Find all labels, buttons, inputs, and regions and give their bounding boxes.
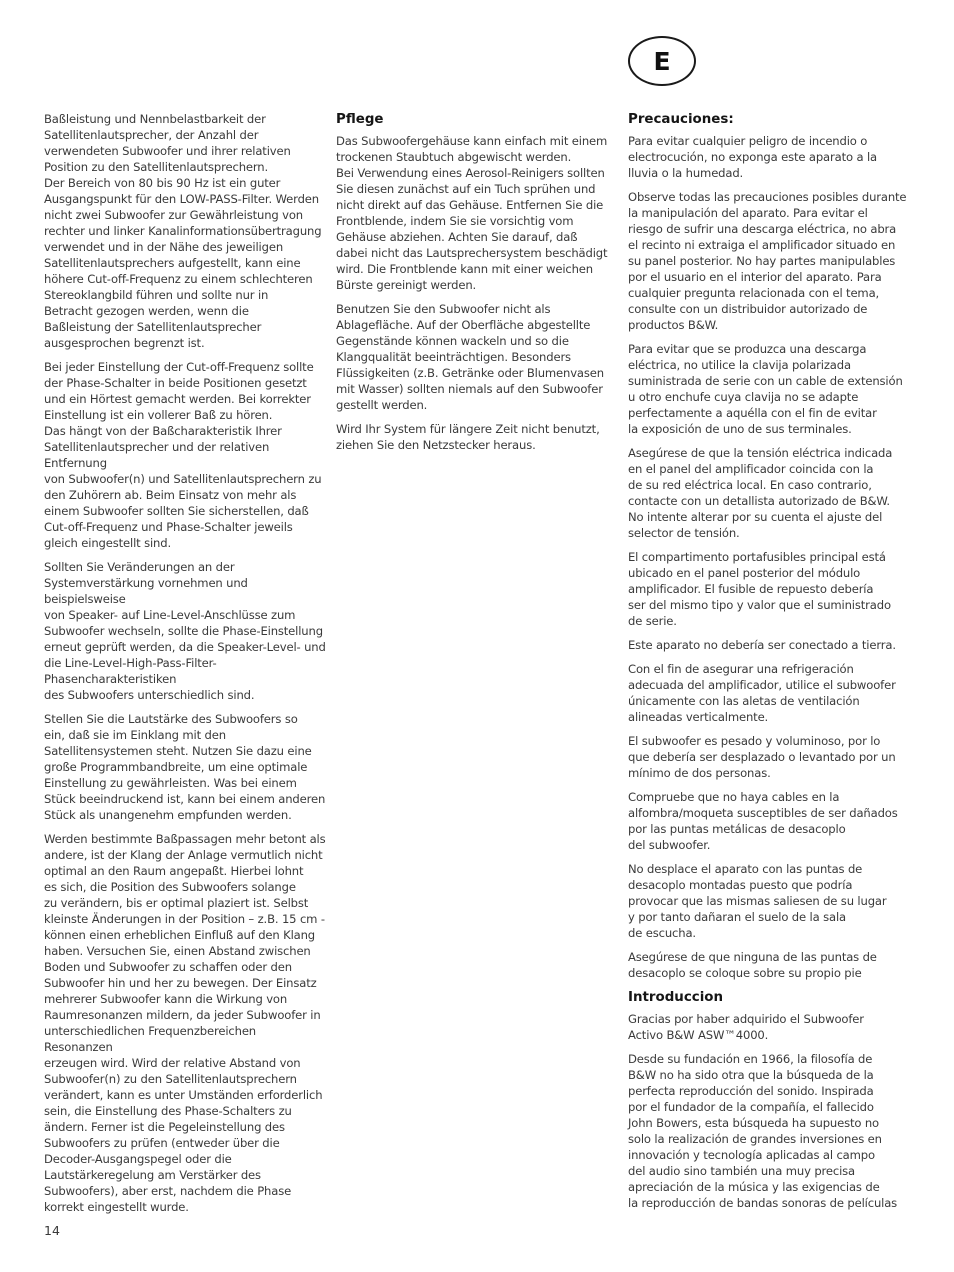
column-german-setup [44,111,326,1223]
language-badge [628,36,696,86]
section-heading-precauciones: Precauciones: [628,112,734,127]
paragraph: Wird Ihr System für längere Zeit nicht benutzt, ziehen Sie den Netzstecker heraus. [336,422,600,452]
paragraph: Sollten Sie Veränderungen an der Systemverstärkung vornehmen und beispielsweise von Speaker- auf Line-Level-Anschlüsse zum Subwoofer wechseln, sollte die Phase-Einstellung erneut geprüft werden, da die Speaker-Level- und die Line-Level-High-Pass-Filter-Phasencharakteristiken des Subwoofers unterschiedlich sind. [44,560,326,702]
paragraph: Bei jeder Einstellung der Cut-off-Frequenz sollte der Phase-Schalter in beide Positionen gesetzt und ein Hörtest gemacht werden. Bei korrekter Einstellung ist ein vollerer Baß zu hören. Das hängt von der Baßcharakteristik Ihrer Satellitenlautsprecher und der relativen Entfernung von Subwoofer(n) und Satellitenlautsprechern zu den Zuhörern ab. Beim Einsatz von mehr als einem Subwoofer sollten Sie sicherstellen, daß Cut-off-Frequenz und Phase-Schalter jeweils gleich eingestellt sind. [44,360,322,550]
paragraph: Stellen Sie die Lautstärke des Subwoofers so ein, daß sie im Einklang mit den Satellitensystemen steht. Nutzen Sie dazu eine große Programmbandbreite, um eine optimale Einstellung zu gewährleisten. Was bei einem Stück beeindruckend ist, kann bei einem anderen Stück als unangenehm empfunden werden. [44,712,326,822]
paragraph: El compartimento portafusibles principal está ubicado en el panel posterior del módulo amplificador. El fusible de repuesto debería ser del mismo tipo y valor que el suministrado de serie. [628,550,891,628]
paragraph: Asegúrese de que ninguna de las puntas de desacoplo se coloque sobre su propio pie [628,950,877,980]
paragraph: Werden bestimmte Baßpassagen mehr betont als andere, ist der Klang der Anlage vermutlich nicht optimal an den Raum angepaßt. Hierbei lohnt es sich, die Position des Subwoofers solange zu verändern, bis er optimal plaziert ist. Selbst kleinste Änderungen in der Position – z.B. 15 cm - können einen erheblichen Einfluß auf den Klang haben. Versuchen Sie, einen Abstand zwischen Boden und Subwoofer zu schaffen oder den Subwoofer hin und her zu bewegen. Der Einsatz mehrerer Subwoofer kann die Wirkung von Raumresonanzen mildern, da jeder Subwoofer in unterschiedlichen Frequenzbereichen Resonanzen erzeugen wird. Wird der relative Abstand von Subwoofer(n) zu den Satellitenlautsprechern verändert, kann es unter Umständen erforderlich sein, die Einstellung des Phase-Schalters zu ändern. Ferner ist die Pegeleinstellung des Subwoofers zu prüfen (entweder über die Decoder-Ausgangspegel oder die Lautstärkeregelung am Verstärker des Subwoofers), aber erst, nachdem die Phase korrekt eingestellt wurde. [44,832,326,1214]
paragraph: Gracias por haber adquirido el Subwoofer Activo B&W ASW™4000. [628,1012,864,1042]
paragraph: Observe todas las precauciones posibles durante la manipulación del aparato. Para evitar el riesgo de sufrir una descarga eléctrica, no abra el recinto ni extraiga el amplificador situado en su panel posterior. No hay partes manipulables por el usuario en el interior del aparato. Para cualquier pregunta relacionada con el tema, consulte con un distribuidor autorizado de productos B&W. [628,190,907,332]
language-badge-letter: E [653,46,671,76]
paragraph: Para evitar cualquier peligro de incendio o electrocución, no exponga este aparato a la lluvia o la humedad. [628,134,877,180]
paragraph: Baßleistung und Nennbelastbarkeit der Satellitenlautsprecher, der Anzahl der verwendeten Subwoofer und ihrer relativen Position zu den Satellitenlautsprechern. Der Bereich von 80 bis 90 Hz ist ein guter Ausgangspunkt für den LOW-PASS-Filter. Werden nicht zwei Subwoofer zur Gewährleistung von rechter und linker Kanalinformationsübertragung verwendet und in der Nähe des jeweiligen Satellitenlautsprechers aufgestellt, kann eine höhere Cut-off-Frequenz zu einem schlechteren Stereoklangbild führen und sollte nur in Betracht gezogen werden, wenn die Baßleistung der Satellitenlautsprecher ausgesprochen begrenzt ist. [44,112,322,350]
page-number: 14 [44,1223,60,1238]
paragraph: Benutzen Sie den Subwoofer nicht als Ablagefläche. Auf der Oberfläche abgestellte Gegenstände können wackeln und so die Klangqualität beeinträchtigen. Besonders Flüssigkeiten (z.B. Getränke oder Blumenvasen mit Wasser) sollten niemals auf den Subwoofer gestellt werden. [336,302,604,412]
paragraph: Con el fin de asegurar una refrigeración adecuada del amplificador, utilice el subwoofer únicamente con las aletas de ventilación alineadas verticalmente. [628,662,896,724]
paragraph: Desde su fundación en 1966, la filosofía de B&W no ha sido otra que la búsqueda de la perfecta reproducción del sonido. Inspirada por el fundador de la compañía, el fallecido John Bowers, esta búsqueda ha supuesto no solo la realización de grandes inversiones en innovación y tecnología aplicadas al campo del audio sino también una muy precisa apreciación de la música y las exigencias de la reproducción de bandas sonoras de películas [628,1052,898,1210]
paragraph: Das Subwoofergehäuse kann einfach mit einem trockenen Staubtuch abgewischt werden. Bei Verwendung eines Aerosol-Reinigers sollten Sie diesen zunächst auf ein Tuch sprühen und nicht direkt auf das Gehäuse. Entfernen Sie die Frontblende, indem Sie sie vorsichtig vom Gehäuse abziehen. Achten Sie darauf, daß dabei nicht das Lautsprechersystem beschädigt wird. Die Frontblende kann mit einer weichen Bürste gereinigt werden. [336,134,608,292]
column-spanish [628,111,912,1219]
section-heading-introduccion: Introduccion [628,990,724,1005]
paragraph: El subwoofer es pesado y voluminoso, por lo que debería ser desplazado o levantado por un mínimo de dos personas. [628,734,896,780]
section-heading-pflege: Pflege [336,112,384,127]
paragraph: No desplace el aparato con las puntas de desacoplo montadas puesto que podría provocar que las mismas saliesen de su lugar y por tanto dañaran el suelo de la sala de escucha. [628,862,887,940]
paragraph: Este aparato no debería ser conectado a tierra. [628,638,896,652]
column-german-care [336,111,610,461]
paragraph: Para evitar que se produzca una descarga eléctrica, no utilice la clavija polarizada suministrada de serie con un cable de extensión u otro enchufe cuya clavija no se adapte perfectamente a aquélla con el fin de evitar la exposición de uno de sus terminales. [628,342,903,436]
paragraph: Asegúrese de que la tensión eléctrica indicada en el panel del amplificador coincida con la de su red eléctrica local. En caso contrario, contacte con un detallista autorizado de B&W. No intente alterar por su cuenta el ajuste del selector de tensión. [628,446,893,540]
paragraph: Compruebe que no haya cables en la alfombra/moqueta susceptibles de ser dañados por las puntas metálicas de desacoplo del subwoofer. [628,790,898,852]
